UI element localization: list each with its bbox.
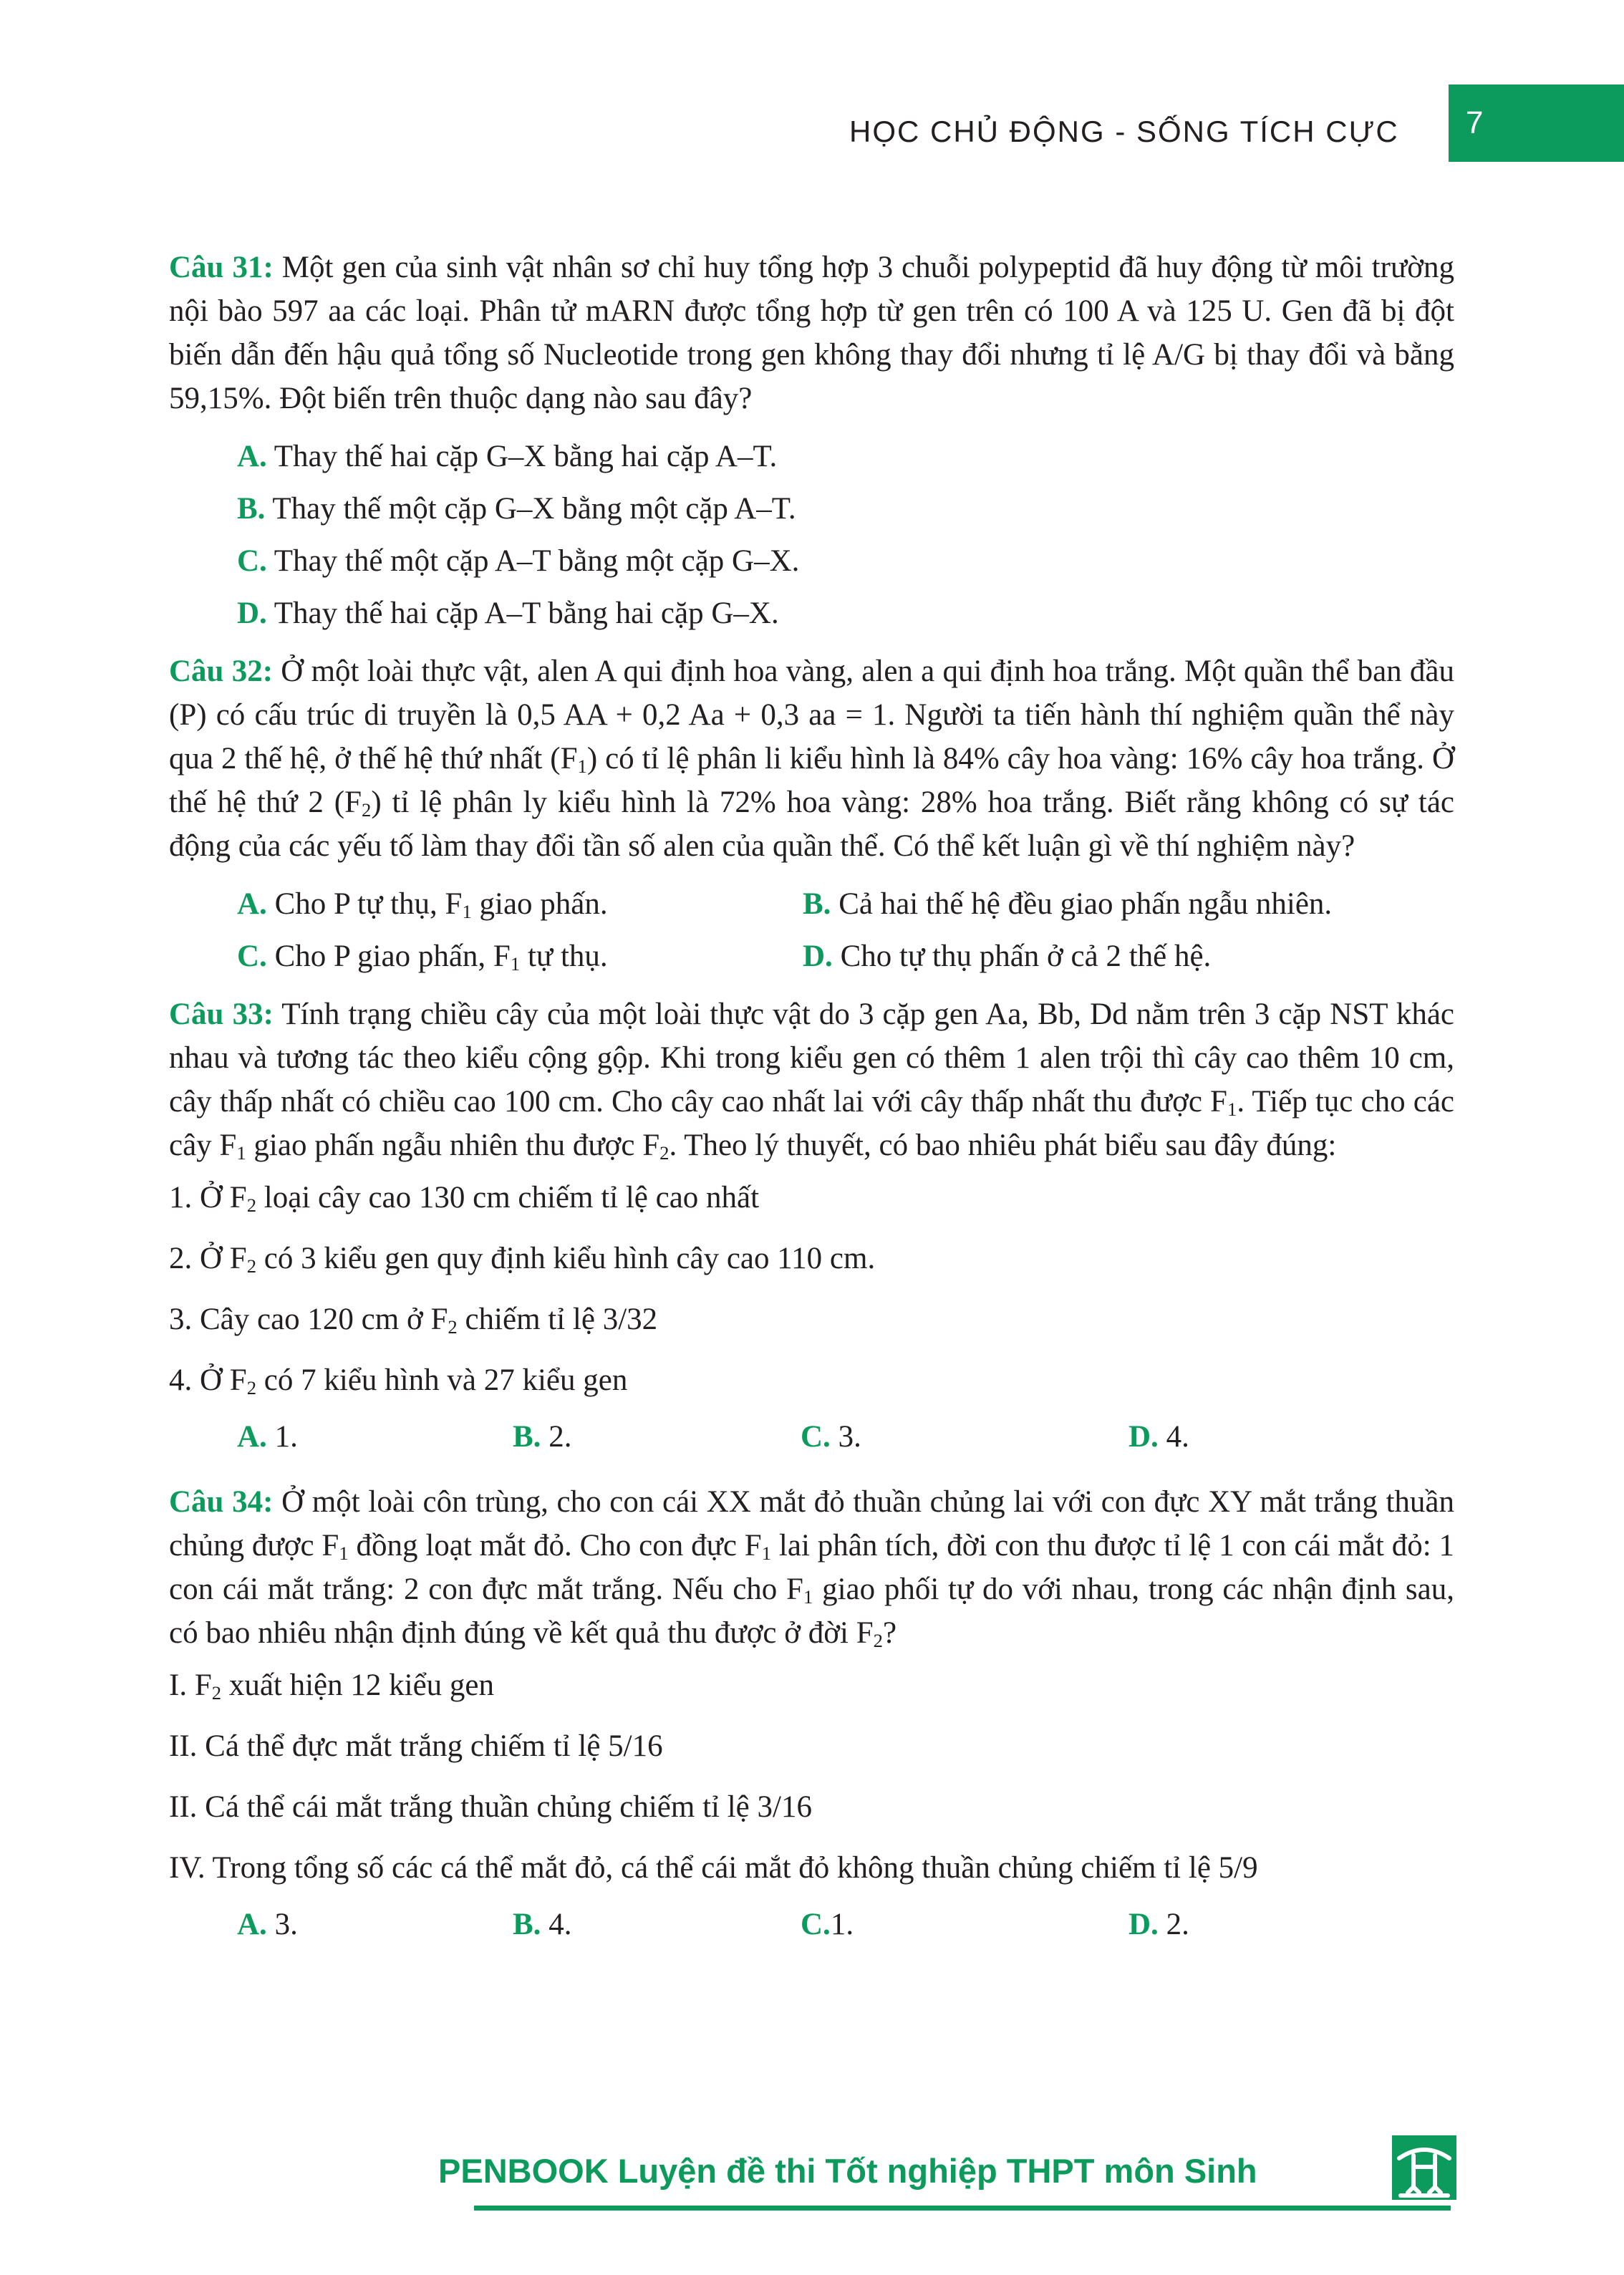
question-text: ? bbox=[882, 1616, 897, 1650]
question-text: ) tỉ lệ phân ly kiểu hình là 72% hoa vàng: 28% hoa trắng. Biết rằng không có sự tác động của các yếu tố làm thay đổi tần số alen của quần thể. Có thể kết luận gì về thí nghiệm này? bbox=[169, 786, 1454, 863]
option-text: 3. bbox=[266, 1908, 298, 1941]
statement-text: 1. Ở F bbox=[169, 1181, 247, 1214]
answer-33-b bbox=[513, 1411, 571, 1463]
option-label: D. bbox=[237, 596, 267, 630]
option-label: B. bbox=[803, 887, 831, 921]
question-31-label: Câu 31: bbox=[169, 251, 274, 284]
question-34 bbox=[169, 1480, 1454, 1951]
question-text: ) có tỉ lệ phân li kiểu hình là 84% cây hoa vàng: 16% cây hoa trắng. Ở thế hệ thứ 2 (F bbox=[169, 742, 1454, 819]
subscript: 1 bbox=[761, 1542, 772, 1564]
option-31-d bbox=[169, 587, 1454, 639]
answer-33-c bbox=[801, 1411, 861, 1463]
option-label: C. bbox=[237, 544, 267, 578]
statement-34-3 bbox=[169, 1777, 1454, 1837]
answer-34-c bbox=[801, 1898, 854, 1951]
option-text: tự thụ. bbox=[520, 940, 608, 973]
statement-34-1 bbox=[169, 1655, 1454, 1716]
question-text: lai phân tích, đời con thu được tỉ lệ 1 con cái mắt đỏ: 1 con cái mắt trắng: 2 con đực mắt trắng. Nếu cho F bbox=[169, 1529, 1454, 1606]
subscript: 1 bbox=[1227, 1098, 1237, 1120]
option-text: 3. bbox=[830, 1420, 861, 1454]
option-32-a bbox=[237, 878, 608, 930]
option-text: 4. bbox=[541, 1908, 572, 1941]
option-32-c bbox=[237, 930, 608, 982]
statement-34-4 bbox=[169, 1837, 1454, 1898]
option-text: 1. bbox=[830, 1908, 854, 1941]
statement-33-1 bbox=[169, 1167, 1454, 1228]
option-label: C. bbox=[801, 1908, 831, 1941]
subscript: 2 bbox=[659, 1141, 670, 1164]
option-label: B. bbox=[513, 1908, 541, 1941]
subscript: 2 bbox=[246, 1255, 257, 1277]
subscript: 2 bbox=[362, 798, 372, 821]
page-content bbox=[169, 246, 1454, 1951]
option-label: D. bbox=[803, 940, 833, 973]
option-label: C. bbox=[237, 940, 267, 973]
question-34-label: Câu 34: bbox=[169, 1485, 274, 1519]
option-text: 4. bbox=[1158, 1420, 1189, 1454]
option-text: Thay thế một cặp A–T bằng một cặp G–X. bbox=[266, 544, 800, 578]
option-text: 1. bbox=[266, 1420, 298, 1454]
statement-33-4 bbox=[169, 1350, 1454, 1411]
answer-33-d bbox=[1128, 1411, 1189, 1463]
question-33-label: Câu 33: bbox=[169, 998, 274, 1031]
option-label: A. bbox=[237, 440, 267, 473]
question-32 bbox=[169, 649, 1454, 982]
question-text: Ở một loài côn trùng, cho con cái XX mắt đỏ thuần chủng lai với con đực XY mắt trắng thuần chủng được F bbox=[169, 1485, 1454, 1562]
option-label: D. bbox=[1128, 1420, 1159, 1454]
question-33 bbox=[169, 992, 1454, 1463]
option-text: 2. bbox=[541, 1420, 572, 1454]
option-text: Cho tự thụ phấn ở cả 2 thế hệ. bbox=[832, 940, 1212, 973]
subscript: 1 bbox=[510, 952, 521, 975]
question-text: giao phấn ngẫu nhiên thu được F bbox=[246, 1129, 660, 1162]
statement-text: có 3 kiểu gen quy định kiểu hình cây cao 110 cm. bbox=[256, 1242, 876, 1275]
option-31-c bbox=[169, 535, 1454, 587]
statement-text: II. Cá thể đực mắt trắng chiếm tỉ lệ 5/16 bbox=[169, 1729, 663, 1763]
statement-34-2 bbox=[169, 1716, 1454, 1777]
subscript: 1 bbox=[236, 1141, 246, 1164]
option-text: Thay thế hai cặp G–X bằng hai cặp A–T. bbox=[266, 440, 778, 473]
subscript: 2 bbox=[246, 1194, 257, 1216]
question-34-stem bbox=[169, 1480, 1454, 1655]
answer-33-a bbox=[237, 1411, 298, 1463]
question-text: Ở một loài thực vật, alen A qui định hoa vàng, alen a qui định hoa trắng. Một quần thể ban đầu (P) có cấu trúc di truyền là 0,5 AA + 0,2 Aa + 0,3 aa = 1. Người ta tiến hành thí nghiệm quần thể này qua 2 thế hệ, ở thế hệ thứ nhất (F bbox=[169, 655, 1454, 776]
option-label: B. bbox=[513, 1420, 541, 1454]
statement-text: loại cây cao 130 cm chiếm tỉ lệ cao nhất bbox=[256, 1181, 760, 1214]
statement-33-3 bbox=[169, 1289, 1454, 1350]
option-label: B. bbox=[237, 492, 266, 526]
option-32-b bbox=[803, 878, 1332, 930]
question-31-stem bbox=[169, 246, 1454, 420]
subscript: 2 bbox=[211, 1681, 222, 1704]
option-label: A. bbox=[237, 887, 267, 921]
subscript: 2 bbox=[246, 1376, 257, 1399]
subscript: 2 bbox=[873, 1629, 883, 1651]
question-text: . Tiếp tục cho các cây F bbox=[169, 1085, 1455, 1162]
statement-text: I. F bbox=[169, 1668, 212, 1702]
question-text: đồng loạt mắt đỏ. Cho con đực F bbox=[348, 1529, 762, 1562]
statement-text: 2. Ở F bbox=[169, 1242, 247, 1275]
option-label: C. bbox=[801, 1420, 831, 1454]
statement-text: 4. Ở F bbox=[169, 1363, 247, 1397]
option-text: Cho P giao phấn, F bbox=[266, 940, 511, 973]
question-31 bbox=[169, 246, 1454, 639]
penbook-logo-icon bbox=[1392, 2135, 1456, 2200]
question-text: . Theo lý thuyết, có bao nhiêu phát biểu sau đây đúng: bbox=[669, 1129, 1337, 1162]
question-32-stem bbox=[169, 649, 1454, 868]
answers-row-33 bbox=[169, 1411, 1454, 1463]
option-text: Cả hai thế hệ đều giao phấn ngẫu nhiên. bbox=[831, 887, 1333, 921]
question-text: Tính trạng chiều cây của một loài thực vật do 3 cặp gen Aa, Bb, Dd nằm trên 3 cặp NST khác nhau và tương tác theo kiểu cộng gộp. Khi trong kiểu gen có thêm 1 alen trội thì cây cao thêm 10 cm, cây thấp nhất có chiều cao 100 cm. Cho cây cao nhất lai với cây thấp nhất thu được F bbox=[169, 998, 1454, 1119]
option-31-a bbox=[169, 430, 1454, 483]
footer-title: PENBOOK Luyện đề thi Tốt nghiệp THPT môn Sinh bbox=[438, 2152, 1257, 2190]
statement-text: II. Cá thể cái mắt trắng thuần chủng chiếm tỉ lệ 3/16 bbox=[169, 1790, 812, 1824]
option-31-b bbox=[169, 483, 1454, 535]
question-31-text: Một gen của sinh vật nhân sơ chỉ huy tổng hợp 3 chuỗi polypeptid đã huy động từ môi trường nội bào 597 aa các loại. Phân tử mARN được tổng hợp từ gen trên có 100 A và 125 U. Gen đã bị đột biến dẫn đến hậu quả tổng số Nucleotide trong gen không thay đổi nhưng tỉ lệ A/G bị thay đổi và bằng 59,15%. Đột biến trên thuộc dạng nào sau đây? bbox=[169, 251, 1454, 415]
question-text: giao phối tự do với nhau, trong các nhận định sau, có bao nhiêu nhận định đúng về kết quả thu được ở đời F bbox=[169, 1573, 1454, 1650]
subscript: 1 bbox=[803, 1585, 813, 1608]
option-text: 2. bbox=[1158, 1908, 1189, 1941]
statement-text: có 7 kiểu hình và 27 kiểu gen bbox=[256, 1363, 628, 1397]
footer-rule bbox=[474, 2206, 1451, 2211]
answer-34-d bbox=[1128, 1898, 1189, 1951]
option-text: Thay thế một cặp G–X bằng một cặp A–T. bbox=[265, 492, 796, 526]
statement-33-2 bbox=[169, 1228, 1454, 1289]
subscript: 1 bbox=[462, 900, 472, 922]
options-row-32-ab bbox=[169, 878, 1454, 930]
option-label: D. bbox=[1128, 1908, 1159, 1941]
answer-34-a bbox=[237, 1898, 298, 1951]
subscript: 1 bbox=[577, 755, 587, 777]
option-text: Thay thế hai cặp A–T bằng hai cặp G–X. bbox=[266, 596, 779, 630]
statement-text: xuất hiện 12 kiểu gen bbox=[221, 1668, 494, 1702]
statement-text: 3. Cây cao 120 cm ở F bbox=[169, 1303, 448, 1336]
answer-34-b bbox=[513, 1898, 571, 1951]
running-header: HỌC CHỦ ĐỘNG - SỐNG TÍCH CỰC bbox=[849, 115, 1399, 148]
options-row-32-cd bbox=[169, 930, 1454, 982]
penbook-logo-graphic bbox=[1392, 2135, 1456, 2200]
page-number: 7 bbox=[1466, 105, 1484, 140]
option-32-d bbox=[803, 930, 1211, 982]
option-label: A. bbox=[237, 1420, 267, 1454]
question-33-stem bbox=[169, 992, 1454, 1167]
statement-text: chiếm tỉ lệ 3/32 bbox=[457, 1303, 658, 1336]
statement-text: IV. Trong tổng số các cá thể mắt đỏ, cá thể cái mắt đỏ không thuần chủng chiếm tỉ lệ 5/9 bbox=[169, 1851, 1258, 1885]
answers-row-34 bbox=[169, 1898, 1454, 1951]
subscript: 1 bbox=[339, 1542, 349, 1564]
option-text: Cho P tự thụ, F bbox=[266, 887, 463, 921]
option-text: giao phấn. bbox=[471, 887, 608, 921]
option-label: A. bbox=[237, 1908, 267, 1941]
question-32-label: Câu 32: bbox=[169, 655, 274, 688]
subscript: 2 bbox=[448, 1315, 458, 1338]
